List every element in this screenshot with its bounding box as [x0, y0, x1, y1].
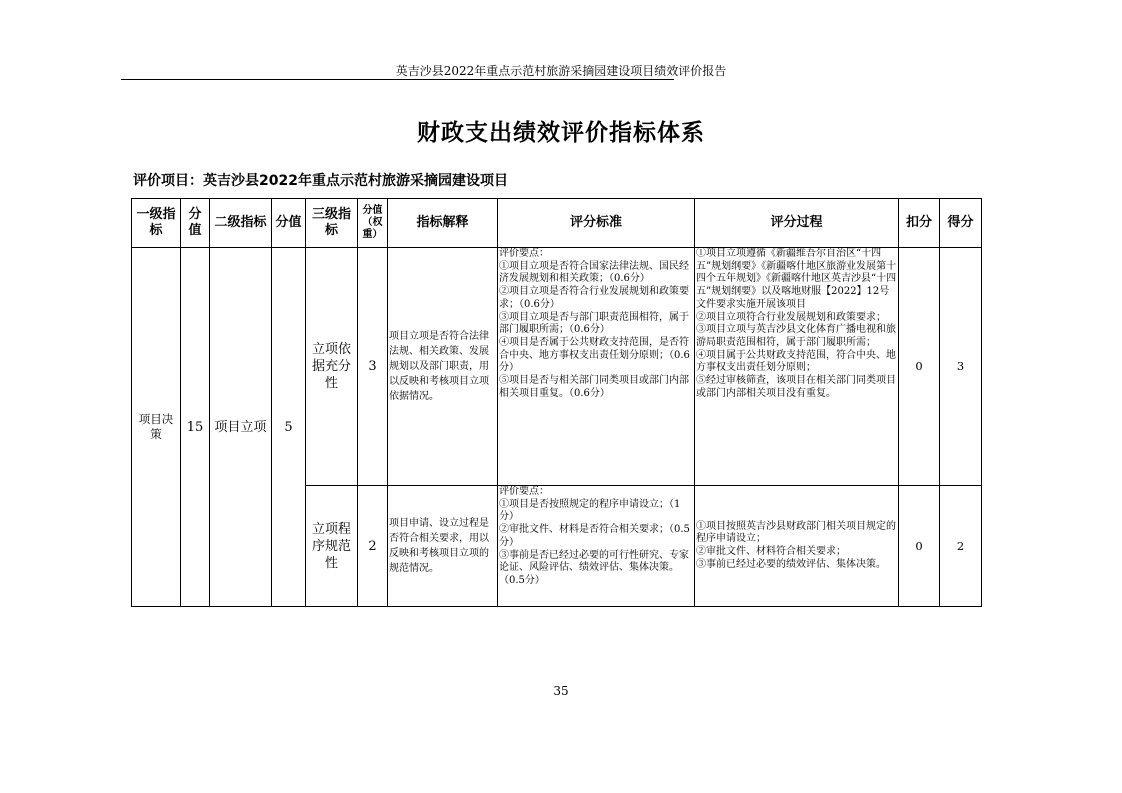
header-divider [121, 79, 674, 80]
col-header: 分值 [272, 199, 306, 248]
col-header: 指标解释 [388, 199, 498, 248]
level3-weight: 2 [358, 486, 388, 607]
col-header: 三级指标 [306, 199, 358, 248]
level3-name: 立项依据充分性 [306, 248, 358, 486]
level2-score: 5 [272, 248, 306, 607]
scoring-standard: 评价要点： ①项目是否按照规定的程序申请设立；（1分） ②审批文件、材料是否符合相关要求；（0.5分） ③事前是否已经过必要的可行性研究、专家论证、风险评估、绩效评估、集体决策。（0.5分） [498, 486, 695, 607]
score-value: 2 [940, 486, 982, 607]
deduction-value: 0 [899, 248, 940, 486]
level2-name: 项目立项 [210, 248, 272, 607]
level3-weight: 3 [358, 248, 388, 486]
scoring-standard: 评价要点： ①项目立项是否符合国家法律法规、国民经济发展规划和相关政策；（0.6分） ②项目立项是否符合行业发展规划和政策要求；（0.6分） ③项目立项是否与部门职责范围相符，属于部门履职所需；（0.6分） ④项目是否属于公共财政支持范围，是否符合中央、地方事权支出责任划分原则；（0.6分） ⑤项目是否与相关部门同类项目或部门内部相关项目重复。（0.6分） [498, 248, 695, 486]
scoring-process: ①项目按照英吉沙县财政部门相关项目规定的程序申请设立； ②审批文件、材料符合相关要求； ③事前已经过必要的绩效评估、集体决策。 [695, 486, 899, 607]
scoring-process: ①项目立项遵循《新疆维吾尔自治区“十四五”规划纲要》《新疆喀什地区旅游业发展第十四个五年规划》《新疆喀什地区英吉沙县“十四五”规划纲要》以及喀地财服【2022】12号文件要求实施开展该项目 ②项目立项符合行业发展规划和政策要求； ③项目立项与英吉沙县文化体育广播电视和旅游局职责范围相符，属于部门履职所需； ④项目属于公共财政支持范围，符合中央、地方事权支出责任划分原则； ⑤经过审核筛查，该项目在相关部门同类项目或部门内部相关项目没有重复。 [695, 248, 899, 486]
col-header: 评分标准 [498, 199, 695, 248]
col-header: 得分 [940, 199, 982, 248]
running-header: 英吉沙县2022年重点示范村旅游采摘园建设项目绩效评价报告 [395, 64, 727, 78]
col-header: 评分过程 [695, 199, 899, 248]
page-number: 35 [553, 684, 569, 698]
level3-name: 立项程序规范性 [306, 486, 358, 607]
indicator-table [131, 198, 982, 607]
score-value: 3 [940, 248, 982, 486]
page-title: 财政支出绩效评价指标体系 [417, 120, 705, 146]
table-header-row [132, 199, 982, 248]
col-header: 扣分 [899, 199, 940, 248]
deduction-value: 0 [899, 486, 940, 607]
col-header: 一级指标 [132, 199, 181, 248]
col-header: 分值（权重） [358, 199, 388, 248]
level1-name: 项目决策 [132, 248, 181, 607]
indicator-explanation: 项目立项是否符合法律法规、相关政策、发展规划以及部门职责，用以反映和考核项目立项依据情况。 [388, 248, 498, 486]
indicator-explanation: 项目申请、设立过程是否符合相关要求，用以反映和考核项目立项的规范情况。 [388, 486, 498, 607]
col-header: 分值 [181, 199, 210, 248]
table-row [132, 248, 982, 486]
col-header: 二级指标 [210, 199, 272, 248]
level1-score: 15 [181, 248, 210, 607]
project-line: 评价项目：英吉沙县2022年重点示范村旅游采摘园建设项目 [133, 173, 508, 189]
